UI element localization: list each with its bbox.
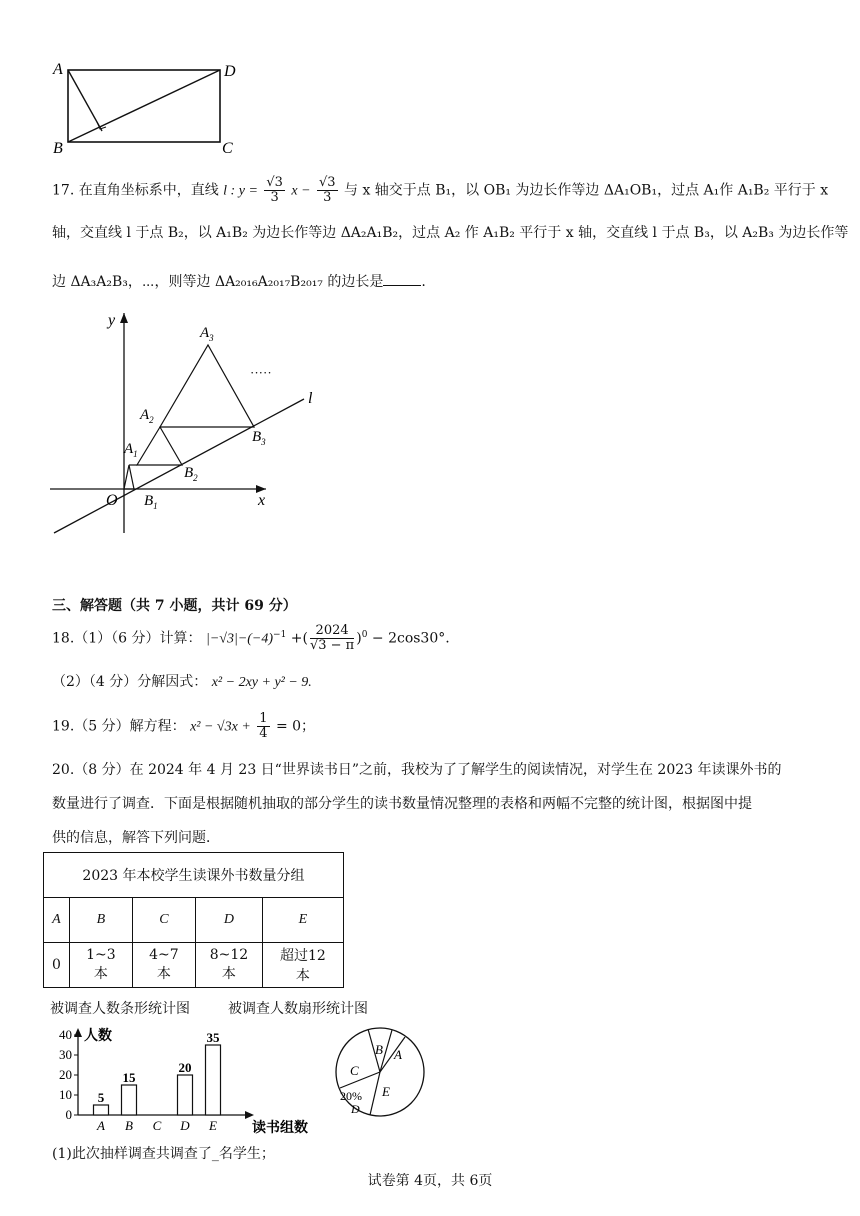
q17-line2: 轴，交直线 l 于点 B₂，以 A₁B₂ 为边长作等边 ΔA₂A₁B₂，过点 A₂ 作 A₁B₂ 平行于 x 轴，交直线 l 于点 B₃，以 A₂B₃ 为边长作等 [52,225,849,241]
q17-line1 [52,176,828,205]
b2-label: $B_2$ [184,465,198,483]
group-value-d: 8~12 本 [195,943,262,988]
y-axis-label: y [108,312,116,329]
vertex-b-label: B [53,140,63,156]
coordinate-figure [48,305,338,545]
pie-label-e: E [382,1084,390,1099]
bar-ytick-label: 10 [59,1087,72,1102]
q19-fraction: $\frac{1}{4}$ [259,711,268,741]
vertex-c-label: C [222,140,233,156]
ellipsis-dots: ····· [250,365,272,380]
pie-label-c: C [350,1063,359,1078]
b3-label: $B_3$ [252,429,266,447]
group-header-d: D [195,898,262,943]
vertex-a-label: A [53,61,63,78]
group-header-b: B [69,898,132,943]
bar-category-label: C [152,1118,162,1133]
bar-value-label: 20 [178,1060,192,1075]
bar-category-label: B [125,1118,133,1133]
line-l-label: l [308,390,313,407]
pie-label-d-percent: 20% [340,1089,362,1103]
section-heading: 三、解答题（共 7 小题，共计 69 分） [52,598,297,614]
bar-ytick-label: 0 [65,1107,72,1122]
q17-text1: 在直角坐标系中，直线 [78,182,219,199]
group-header-e: E [262,898,343,943]
group-header-c: C [132,898,195,943]
bar-ytick-label: 30 [59,1047,72,1062]
pie-chart-title: 被调查人数扇形统计图 [228,1001,368,1017]
bar-chart-title: 被调查人数条形统计图 [50,1001,190,1017]
q19: 19.（5 分）解方程： x² − √3x + $\frac{1}{4}$ = 0； [52,711,316,741]
group-table-value-row [44,943,344,988]
group-table-header-row [44,898,344,943]
pie-label-d: D [351,1102,360,1116]
q18-part1: 18.（1）（6 分）计算： $|-√3|-(-4)^{-1}$ +( $\frac{2024}{√3 - \pi}$ )$^0$ − 2cos30°. [52,623,450,653]
group-value-c: 4~7 本 [132,943,195,988]
bar-d [178,1075,193,1115]
rectangle-figure [48,56,248,156]
group-table [43,852,344,988]
q17-eq-x: x − [291,183,311,199]
q17-number: 17. [52,182,75,199]
bar-category-label: E [209,1118,217,1133]
bar-category-label: D [180,1118,190,1133]
group-value-a: 0 [44,943,70,988]
q17-frac1: $\frac{√3}{3}$ [266,175,283,205]
group-table-title: 2023 年本校学生读课外书数量分组 [44,853,344,898]
answer-blank [383,271,421,286]
bar-ytick-label: 20 [59,1067,72,1082]
q20-line2: 数量进行了调查．下面是根据随机抽取的部分学生的读书数量情况整理的表格和两幅不完整的统计图，根据图中提 [52,796,752,812]
q17-text2: 与 x 轴交于点 B₁，以 OB₁ 为边长作等边 ΔA₁OB₁，过点 A₁作 A₁B₂ 平行于 x [344,182,829,199]
page-footer: 试卷第 4页，共 6页 [367,1173,493,1189]
bar-xlabel: 读书组数 [252,1121,308,1136]
bar-a [94,1105,109,1115]
a2-label: $A_2$ [140,407,154,425]
vertex-d-label: D [224,63,236,80]
bar-ylabel: 人数 [84,1029,112,1044]
bar-value-label: 35 [206,1030,220,1045]
a1-label: $A_1$ [124,441,138,459]
x-axis-label: x [258,492,266,509]
group-header-a: A [44,898,70,943]
a3-label: $A_3$ [200,325,214,343]
bar-value-label: 5 [97,1090,105,1105]
q17-frac2: $\frac{√3}{3}$ [318,175,336,205]
q20-sub1: (1)此次抽样调查共调查了_名学生； [52,1146,275,1162]
bar-chart [44,1024,314,1142]
group-value-e: 超过12 本 [262,943,343,988]
pie-chart [334,1026,434,1126]
q20-line3: 供的信息，解答下列问题． [52,830,220,846]
bar-value-label: 15 [122,1070,136,1085]
pie-label-a: A [394,1047,402,1062]
b1-label: $B_1$ [144,493,158,511]
bar-e [206,1045,221,1115]
q20-line1: 20.（8 分）在 2024 年 4 月 23 日“世界读书日”之前，我校为了了解学生的阅读情况，对学生在 2023 年读课外书的 [52,762,782,778]
bar-ytick-label: 40 [59,1027,72,1042]
origin-label: O [106,492,118,509]
q17-eq-prefix: l : y = [223,183,258,199]
q17-line3: 边 ΔA₃A₂B₃，⋯，则等边 ΔA₂₀₁₆A₂₀₁₇B₂₀₁₇ 的边长是 . [52,271,426,292]
bar-category-label: A [97,1118,105,1133]
pie-label-b: B [375,1042,383,1057]
q18-part2: （2）（4 分）分解因式： x² − 2xy + y² − 9. [52,674,312,690]
group-value-b: 1~3 本 [69,943,132,988]
bar-b [122,1085,137,1115]
q18-fraction: $\frac{2024}{√3 - \pi}$ [309,623,355,653]
